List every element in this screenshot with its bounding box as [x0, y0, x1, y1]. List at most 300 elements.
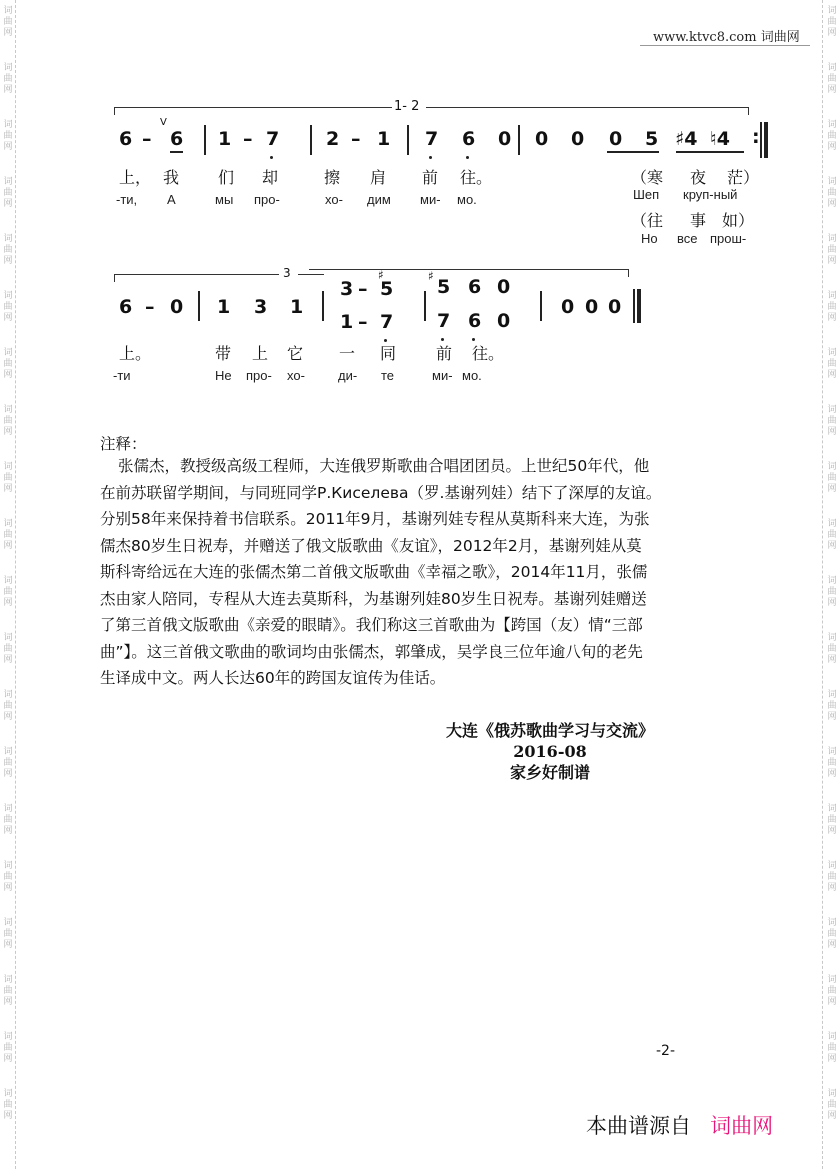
signature-line: 大连《俄苏歌曲学习与交流》: [445, 721, 654, 740]
watermark-char: 曲: [827, 359, 837, 369]
notes-line: 曲”】。这三首俄文歌曲的歌词均由张儒杰，郭肇成，吴学良三位年逾八旬的老先: [100, 642, 643, 661]
watermark-char: 网: [3, 655, 13, 665]
watermark-char: 词: [3, 1089, 13, 1099]
watermark-char: 网: [3, 142, 13, 152]
note-upper: 6: [468, 276, 482, 298]
watermark-char: 曲: [827, 872, 837, 882]
watermark-group: [3, 804, 12, 837]
watermark-char: 词: [827, 633, 837, 643]
note: 1: [217, 296, 231, 318]
watermark-char: 曲: [3, 1043, 13, 1053]
right-watermark: [824, 0, 840, 1169]
watermark-group: [3, 405, 12, 438]
watermark-char: 网: [827, 826, 837, 836]
watermark-char: 网: [827, 541, 837, 551]
watermark-char: 曲: [3, 815, 13, 825]
watermark-char: 网: [3, 997, 13, 1007]
watermark-char: 网: [3, 484, 13, 494]
watermark-group: [827, 291, 836, 324]
watermark-char: 词: [827, 804, 837, 814]
watermark-char: 曲: [827, 74, 837, 84]
bar-line: [518, 125, 520, 155]
tie-line: [298, 274, 324, 275]
lyric: 却: [262, 168, 279, 187]
watermark-char: 网: [827, 1111, 837, 1121]
watermark-char: 网: [827, 370, 837, 380]
lyric: 一: [339, 344, 356, 363]
watermark-char: 词: [3, 177, 13, 187]
octave-dot: [429, 156, 432, 159]
watermark-char: 词: [827, 861, 837, 871]
watermark-group: [3, 462, 12, 495]
alt-lyric: （往: [631, 211, 664, 230]
watermark-char: 网: [3, 313, 13, 323]
watermark-char: 词: [827, 1032, 837, 1042]
signature-maker: 家乡好制谱: [509, 763, 590, 782]
note: 5: [645, 128, 659, 150]
watermark-char: 词: [3, 576, 13, 586]
watermark-char: 曲: [827, 131, 837, 141]
page-number: -2-: [656, 1043, 676, 1059]
note: –: [243, 128, 253, 150]
lyric: 同: [380, 344, 397, 363]
note: 2: [326, 128, 340, 150]
watermark-group: [3, 291, 12, 324]
header-rule: [640, 45, 810, 46]
alt-lyric-ru: прош-: [710, 231, 747, 246]
watermark-group: [3, 120, 12, 153]
watermark-char: 网: [827, 142, 837, 152]
watermark-group: [827, 633, 836, 666]
watermark-char: 词: [827, 918, 837, 928]
watermark-char: 网: [3, 256, 13, 266]
repeat-bar: [764, 122, 768, 158]
watermark-char: 曲: [3, 74, 13, 84]
watermark-group: [3, 975, 12, 1008]
watermark-char: 词: [827, 291, 837, 301]
lyric-ru: хо-: [287, 368, 305, 383]
watermark-char: 网: [3, 1054, 13, 1064]
site-brand: 词曲网: [760, 30, 800, 45]
lyric-ru: мы: [215, 192, 234, 207]
notes-line: 张儒杰，教授级高级工程师，大连俄罗斯歌曲合唱团团员。上世纪50年代，他: [118, 457, 650, 475]
note: 1: [218, 128, 232, 150]
watermark-group: [3, 576, 12, 609]
lyric-ru: мо.: [457, 192, 477, 207]
watermark-char: 词: [827, 576, 837, 586]
lyric: 前: [422, 168, 439, 187]
note-lower: 7: [437, 310, 451, 332]
watermark-group: [827, 747, 836, 780]
watermark-char: 网: [827, 199, 837, 209]
alt-lyric: （寒: [631, 168, 664, 187]
watermark-group: [827, 1089, 836, 1122]
note: 0: [170, 296, 184, 318]
source-brand[interactable]: 词曲网: [710, 1114, 774, 1138]
watermark-char: 网: [3, 199, 13, 209]
watermark-group: [827, 405, 836, 438]
note-lower: –: [358, 311, 368, 333]
watermark-char: 曲: [3, 929, 13, 939]
alt-lyric: 夜: [690, 168, 707, 187]
note: 1: [377, 128, 391, 150]
watermark-group: [3, 519, 12, 552]
watermark-char: 词: [3, 348, 13, 358]
watermark-char: 网: [827, 427, 837, 437]
watermark-group: [827, 6, 836, 39]
lyric: 上，: [119, 168, 152, 187]
volta-label: 1- 2: [394, 99, 420, 114]
watermark-char: 词: [827, 690, 837, 700]
note: –: [142, 128, 152, 150]
watermark-group: [827, 975, 836, 1008]
watermark-char: 曲: [827, 416, 837, 426]
signature-date: 2016-08: [513, 742, 587, 761]
watermark-char: 词: [3, 975, 13, 985]
watermark-char: 曲: [827, 758, 837, 768]
watermark-char: 词: [3, 1032, 13, 1042]
watermark-char: 词: [3, 120, 13, 130]
watermark-char: 词: [3, 462, 13, 472]
watermark-char: 网: [3, 1111, 13, 1121]
watermark-char: 曲: [3, 758, 13, 768]
note: –: [351, 128, 361, 150]
watermark-char: 词: [3, 747, 13, 757]
watermark-char: 词: [827, 975, 837, 985]
watermark-char: 词: [827, 1089, 837, 1099]
lyric-ru: ди-: [338, 368, 358, 383]
watermark-char: 词: [3, 405, 13, 415]
watermark-char: 词: [827, 747, 837, 757]
underline: [607, 151, 659, 153]
site-header[interactable]: [653, 26, 800, 45]
note-upper: 5: [437, 276, 451, 298]
note: 0: [609, 128, 623, 150]
sharp-sign: ♯: [378, 268, 384, 282]
watermark-char: 曲: [827, 929, 837, 939]
note: 0: [585, 296, 599, 318]
lyric-ru: дим: [367, 192, 391, 207]
site-url[interactable]: www.ktvc8.com: [653, 30, 757, 45]
lyric: 前: [436, 344, 453, 363]
watermark-char: 词: [3, 633, 13, 643]
watermark-group: [827, 918, 836, 951]
notes-line: 在前苏联留学期间，与同班同学Р.Киселева（罗.基谢列娃）结下了深厚的友谊。: [100, 483, 662, 502]
octave-dot: [270, 156, 273, 159]
note-upper: 3: [340, 278, 354, 300]
note: ♮4: [710, 128, 731, 150]
watermark-char: 网: [827, 940, 837, 950]
watermark-char: 网: [3, 598, 13, 608]
watermark-char: 网: [3, 541, 13, 551]
watermark-group: [827, 177, 836, 210]
watermark-char: 曲: [827, 302, 837, 312]
watermark-char: 曲: [3, 986, 13, 996]
lyric: 往。: [460, 168, 493, 187]
lyric: 们: [218, 168, 235, 187]
note: 6: [462, 128, 476, 150]
watermark-char: 曲: [827, 188, 837, 198]
watermark-group: [827, 804, 836, 837]
bar-line: [322, 291, 324, 321]
note-upper: 0: [497, 276, 511, 298]
watermark-char: 曲: [3, 587, 13, 597]
watermark-char: 网: [3, 370, 13, 380]
watermark-char: 曲: [3, 188, 13, 198]
watermark-group: [827, 861, 836, 894]
watermark-char: 曲: [3, 872, 13, 882]
note: 0: [535, 128, 549, 150]
watermark-char: 网: [827, 28, 837, 38]
watermark-char: 词: [827, 348, 837, 358]
watermark-group: [3, 6, 12, 39]
watermark-group: [827, 690, 836, 723]
watermark-char: 曲: [827, 245, 837, 255]
watermark-char: 曲: [827, 530, 837, 540]
watermark-group: [827, 348, 836, 381]
watermark-char: 网: [827, 1054, 837, 1064]
notes-body: [100, 453, 772, 692]
note: –: [145, 296, 155, 318]
watermark-group: [3, 234, 12, 267]
watermark-char: 词: [3, 804, 13, 814]
lyric-ru: ми-: [432, 368, 453, 383]
watermark-char: 网: [3, 712, 13, 722]
watermark-char: 网: [827, 598, 837, 608]
end-bar: [637, 289, 641, 323]
watermark-char: 曲: [3, 1100, 13, 1110]
note: 6: [119, 128, 133, 150]
note-upper: 5: [380, 278, 394, 300]
lyric: 肩: [370, 168, 387, 187]
watermark-char: 曲: [827, 701, 837, 711]
alt-lyric-ru: все: [677, 231, 698, 246]
triplet-label: 3: [283, 266, 291, 280]
watermark-group: [3, 918, 12, 951]
watermark-group: [3, 1089, 12, 1122]
watermark-char: 网: [827, 313, 837, 323]
watermark-char: 词: [3, 6, 13, 16]
octave-dot: [466, 156, 469, 159]
watermark-char: 词: [3, 690, 13, 700]
watermark-char: 曲: [827, 17, 837, 27]
repeat-bar: [760, 122, 762, 158]
note-lower: 6: [468, 310, 482, 332]
watermark-char: 曲: [3, 530, 13, 540]
alt-lyric: 如）: [722, 211, 755, 230]
watermark-group: [3, 348, 12, 381]
watermark-char: 词: [827, 405, 837, 415]
alt-lyric: 事: [690, 211, 707, 230]
watermark-char: 曲: [3, 17, 13, 27]
notes-line: 生译成中文。两人长达60年的跨国友谊传为佳话。: [100, 669, 446, 687]
lyric-ru: Не: [215, 368, 232, 383]
alt-lyric-ru: Шеп: [633, 187, 660, 202]
underline: [170, 151, 183, 153]
watermark-char: 网: [827, 883, 837, 893]
bar-line: [407, 125, 409, 155]
underline: [676, 151, 744, 153]
watermark-char: 词: [827, 519, 837, 529]
lyric-ru: про-: [254, 192, 280, 207]
watermark-char: 词: [3, 291, 13, 301]
end-bar: [633, 289, 635, 323]
lyric-ru: мо.: [462, 368, 482, 383]
signature: [405, 720, 695, 783]
watermark-char: 曲: [827, 986, 837, 996]
watermark-char: 网: [3, 769, 13, 779]
repeat-dots: :: [752, 126, 760, 148]
watermark-group: [3, 861, 12, 894]
note: 7: [425, 128, 439, 150]
watermark-char: 曲: [3, 473, 13, 483]
lyric-ru: про-: [246, 368, 272, 383]
watermark-char: 词: [827, 63, 837, 73]
notes-line: 斯科寄给远在大连的张儒杰第二首俄文版歌曲《幸福之歌》，2014年11月，张儒: [100, 563, 648, 581]
watermark-char: 词: [827, 462, 837, 472]
watermark-char: 曲: [3, 131, 13, 141]
lyric-ru: те: [381, 368, 395, 383]
watermark-group: [827, 120, 836, 153]
lyric-ru: -ти: [113, 368, 131, 383]
note: 0: [608, 296, 622, 318]
lyric-ru: ми-: [420, 192, 441, 207]
lyric: 上: [252, 344, 269, 363]
volta-hook: [748, 107, 749, 115]
notes-line: 儒杰80岁生日祝寿，并赠送了俄文版歌曲《友谊》，2012年2月，基谢列娃从莫: [100, 536, 642, 555]
lyric: 带: [215, 344, 232, 363]
alt-lyric-ru: круп-ный: [683, 187, 738, 202]
watermark-char: 词: [3, 234, 13, 244]
watermark-char: 词: [827, 120, 837, 130]
watermark-char: 网: [827, 85, 837, 95]
note: 6: [170, 128, 184, 150]
watermark-char: 网: [827, 712, 837, 722]
note: 0: [561, 296, 575, 318]
slur-line: [309, 269, 629, 270]
alt-lyric-ru: Но: [641, 231, 658, 246]
note: 3: [254, 296, 268, 318]
watermark-char: 曲: [3, 302, 13, 312]
watermark-group: [827, 234, 836, 267]
watermark-char: 网: [3, 427, 13, 437]
alt-lyric: 茫）: [727, 168, 760, 187]
watermark-char: 词: [827, 6, 837, 16]
note: 7: [266, 128, 280, 150]
note-lower: 1: [340, 311, 354, 333]
bar-line: [204, 125, 206, 155]
watermark-group: [3, 1032, 12, 1065]
watermark-char: 曲: [827, 587, 837, 597]
note: 6: [119, 296, 133, 318]
watermark-char: 网: [3, 85, 13, 95]
watermark-char: 词: [3, 519, 13, 529]
bar-line: [198, 291, 200, 321]
watermark-char: 词: [3, 63, 13, 73]
watermark-char: 曲: [827, 1100, 837, 1110]
watermark-char: 曲: [827, 815, 837, 825]
watermark-char: 曲: [3, 416, 13, 426]
watermark-char: 词: [827, 234, 837, 244]
lyric-ru: -ти,: [116, 192, 138, 207]
breath-mark: V: [160, 117, 167, 128]
bar-line: [424, 291, 426, 321]
watermark-group: [827, 576, 836, 609]
watermark-char: 网: [827, 484, 837, 494]
watermark-char: 曲: [3, 701, 13, 711]
watermark-char: 网: [827, 997, 837, 1007]
watermark-char: 曲: [3, 245, 13, 255]
lyric-ru: хо-: [325, 192, 343, 207]
watermark-char: 曲: [3, 359, 13, 369]
watermark-char: 词: [3, 918, 13, 928]
notes-heading: 注释：: [100, 435, 147, 453]
watermark-char: 曲: [3, 644, 13, 654]
watermark-group: [827, 462, 836, 495]
note: 0: [571, 128, 585, 150]
watermark-group: [827, 63, 836, 96]
lyric: 上。: [119, 344, 152, 363]
notes-line: 了第三首俄文版歌曲《亲爱的眼睛》。我们称这三首歌曲为【跨国（友）情“三部: [100, 616, 643, 634]
lyric: 它: [287, 344, 304, 363]
watermark-char: 网: [827, 769, 837, 779]
lyric: 我: [163, 168, 180, 187]
volta-hook: [114, 107, 115, 115]
volta-line: [114, 107, 392, 108]
watermark-char: 曲: [827, 473, 837, 483]
watermark-char: 网: [827, 256, 837, 266]
watermark-group: [3, 690, 12, 723]
source-footer[interactable]: [586, 1110, 773, 1140]
notes-line: 杰由家人陪同，专程从大连去莫斯科，为基谢列娃80岁生日祝寿。基谢列娃赠送: [100, 589, 647, 608]
note-lower: 7: [380, 311, 394, 333]
watermark-char: 网: [3, 940, 13, 950]
watermark-group: [827, 519, 836, 552]
sharp-sign: ♯: [428, 269, 434, 283]
watermark-char: 词: [3, 861, 13, 871]
bar-line: [310, 125, 312, 155]
watermark-char: 曲: [827, 1043, 837, 1053]
slur-hook: [628, 269, 629, 277]
watermark-char: 网: [3, 28, 13, 38]
source-text: 本曲谱源自: [586, 1114, 691, 1138]
notes-line: 分别58年来保持着书信联系。2011年9月，基谢列娃专程从莫斯科来大连，为张: [100, 510, 650, 528]
watermark-group: [3, 747, 12, 780]
watermark-char: 网: [827, 655, 837, 665]
watermark-group: [3, 63, 12, 96]
bar-line: [540, 291, 542, 321]
watermark-group: [3, 177, 12, 210]
lyric-ru: А: [167, 192, 176, 207]
watermark-char: 网: [3, 826, 13, 836]
lyric: 擦: [324, 168, 341, 187]
note: 0: [498, 128, 512, 150]
watermark-char: 词: [827, 177, 837, 187]
note-lower: 0: [497, 310, 511, 332]
watermark-group: [827, 1032, 836, 1065]
lyric: 往。: [472, 344, 505, 363]
right-margin-line: [822, 0, 823, 1169]
note: ♯4: [675, 128, 698, 150]
volta-line: [426, 107, 748, 108]
tie-hook: [114, 274, 115, 282]
tie-line: [114, 274, 279, 275]
watermark-char: 曲: [827, 644, 837, 654]
note: 1: [290, 296, 304, 318]
note-upper: –: [358, 278, 368, 300]
watermark-char: 网: [3, 883, 13, 893]
left-watermark: [0, 0, 16, 1169]
